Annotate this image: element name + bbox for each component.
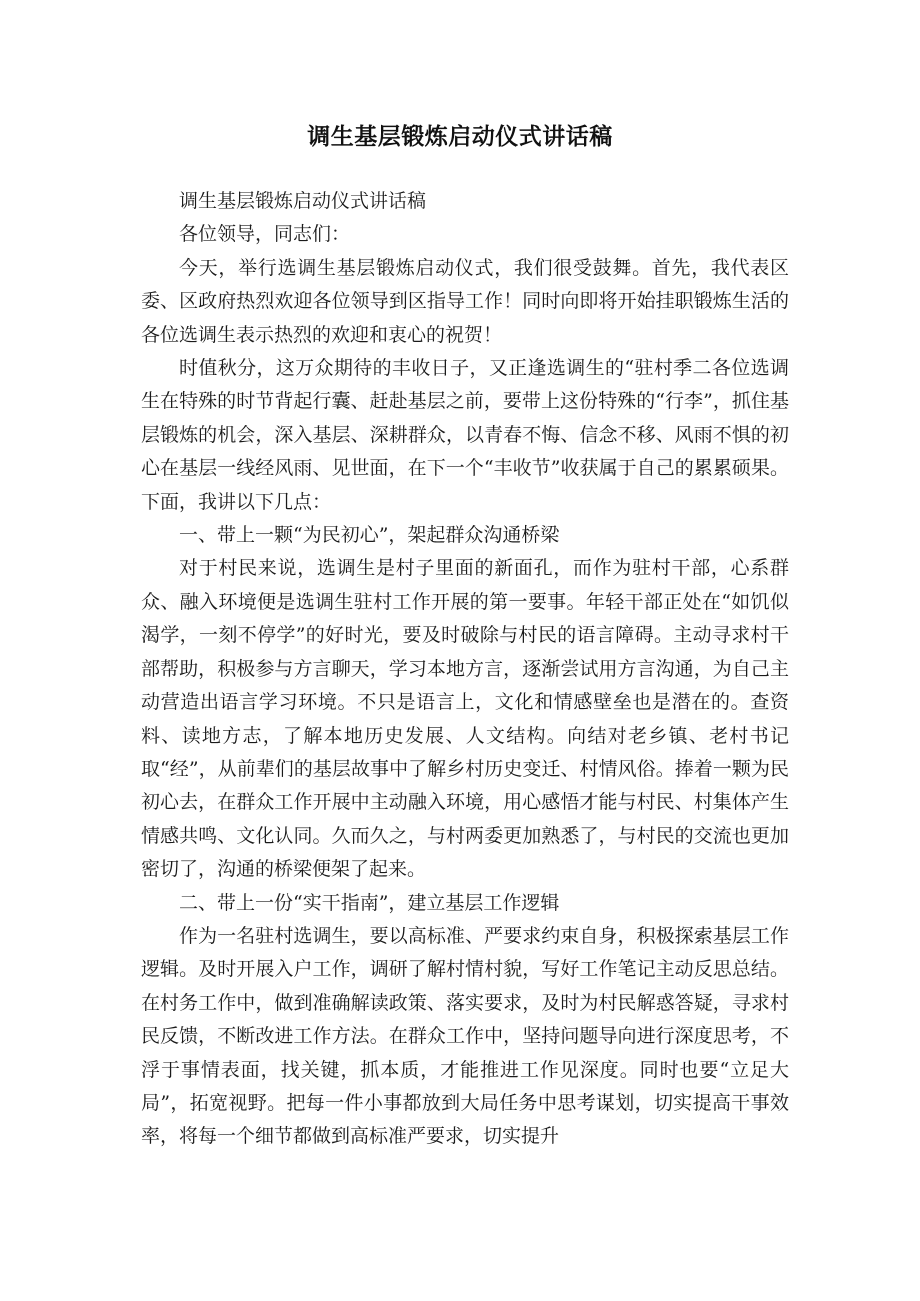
section-heading-1: 一、带上一颗“为民初心”，架起群众沟通桥梁	[179, 524, 560, 547]
paragraph-opening: 今天，举行选调生基层锻炼启动仪式，我们很受鼓舞。首先，我代表区委、区政府热烈欢迎各位领导到区指导工作！同时向即将开始挂职锻炼生活的各位选调生表示热烈的欢迎和衷心的祝贺！	[141, 256, 789, 346]
paragraph-section-2: 作为一名驻村选调生，要以高标准、严要求约束自身，积极探索基层工作逻辑。及时开展入户工作，调研了解村情村貌，写好工作笔记主动反思总结。在村务工作中，做到准确解读政策、落实要求，及时为村民解惑答疑，寻求村民反馈，不断改进工作方法。在群众工作中，坚持问题导向进行深度思考，不浮于事情表面，找关键，抓本质，才能推进工作见深度。同时也要“立足大局”，拓宽视野。把每一件小事都放到大局任务中思考谋划，切实提高干事效率，将每一个细节都做到高标准严要求，切实提升	[141, 924, 789, 1148]
paragraph-section-1: 对于村民来说，选调生是村子里面的新面孔，而作为驻村干部，心系群众、融入环境便是选调生驻村工作开展的第一要事。年轻干部正处在“如饥似渴学，一刻不停学”的好时光，要及时破除与村民的语言障碍。主动寻求村干部帮助，积极参与方言聊天，学习本地方言，逐渐尝试用方言沟通，为自己主动营造出语言学习环境。不只是语言上，文化和情感壁垒也是潜在的。查资料、读地方志，了解本地历史发展、人文结构。向结对老乡镇、老村书记取“经”，从前辈们的基层故事中了解乡村历史变迁、村情风俗。捧着一颗为民初心去，在群众工作开展中主动融入环境，用心感悟才能与村民、村集体产生情感共鸣、文化认同。久而久之，与村两委更加熟悉了，与村民的交流也更加密切了，沟通的桥梁便架了起来。	[141, 557, 789, 881]
document-body	[141, 185, 789, 1154]
document-title: 调生基层锻炼启动仪式讲话稿	[307, 124, 613, 150]
paragraph-subtitle: 调生基层锻炼启动仪式讲话稿	[179, 190, 427, 212]
paragraph-introduction: 时值秋分，这万众期待的丰收日子，又正逢选调生的“驻村季二各位选调生在特殊的时节背起行囊、赶赴基层之前，要带上这份特殊的“行李”，抓住基层锻炼的机会，深入基层、深耕群众，以青春不悔、信念不移、风雨不惧的初心在基层一线经风雨、见世面，在下一个“丰收节”收获属于自己的累累硕果。下面，我讲以下几点：	[141, 357, 789, 513]
paragraph-salutation: 各位领导，同志们：	[179, 223, 351, 246]
section-heading-2: 二、带上一份“实干指南”，建立基层工作逻辑	[179, 891, 560, 914]
